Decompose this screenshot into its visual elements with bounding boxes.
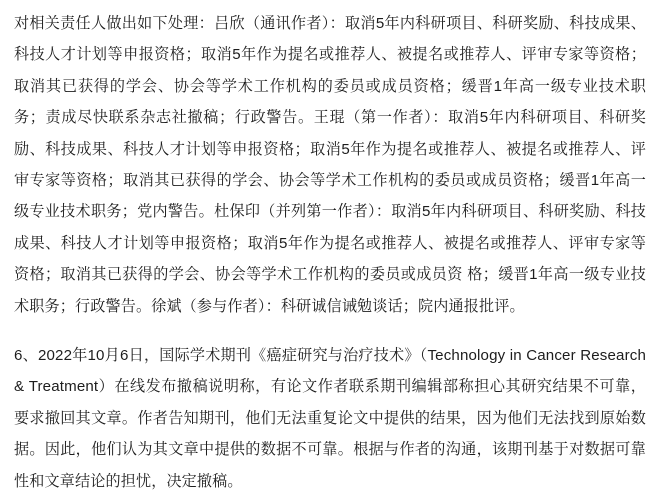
paragraph-spacer <box>14 322 646 340</box>
paragraph-retraction: 6、2022年10月6日，国际学术期刊《癌症研究与治疗技术》（Technology in Cancer Research & Treatment）在线发布撤稿说明称，有论文作者联系期刊编辑部称担心其研究结果不可靠，要求撤回其文章。作者告知期刊，他们无法重复论文中提供的结果，因为他们无法找到原始数据。因此，他们认为其文章中提供的数据不可靠。根据与作者的沟通，该期刊基于对数据可靠性和文章结论的担忧，决定撤稿。 <box>14 347 646 490</box>
paragraph-punishment: 对相关责任人做出如下处理：吕欣（通讯作者）：取消5年内科研项目、科研奖励、科技成果、科技人才计划等申报资格；取消5年作为提名或推荐人、被提名或推荐人、评审专家等资格；取消其已获得的学会、协会等学术工作机构的委员或成员资格；缓晋1年高一级专业技术职务；责成尽快联系杂志社撤稿；行政警告。王琨（第一作者）：取消5年内科研项目、科研奖励、科技成果、科技人才计划等申报资格；取消5年作为提名或推荐人、被提名或推荐人、评审专家等资格；取消其已获得的学会、协会等学术工作机构的委员或成员资格；缓晋1年高一级专业技术职务；党内警告。杜保印（并列第一作者）：取消5年内科研项目、科研奖励、科技成果、科技人才计划等申报资格；取消5年作为提名或推荐人、被提名或推荐人、评审专家等资格；取消其已获得的学会、协会等学术工作机构的委员或成员资 格；缓晋1年高一级专业技术职务；行政警告。徐斌（参与作者）：科研诚信诫勉谈话；院内通报批评。 <box>14 15 646 315</box>
